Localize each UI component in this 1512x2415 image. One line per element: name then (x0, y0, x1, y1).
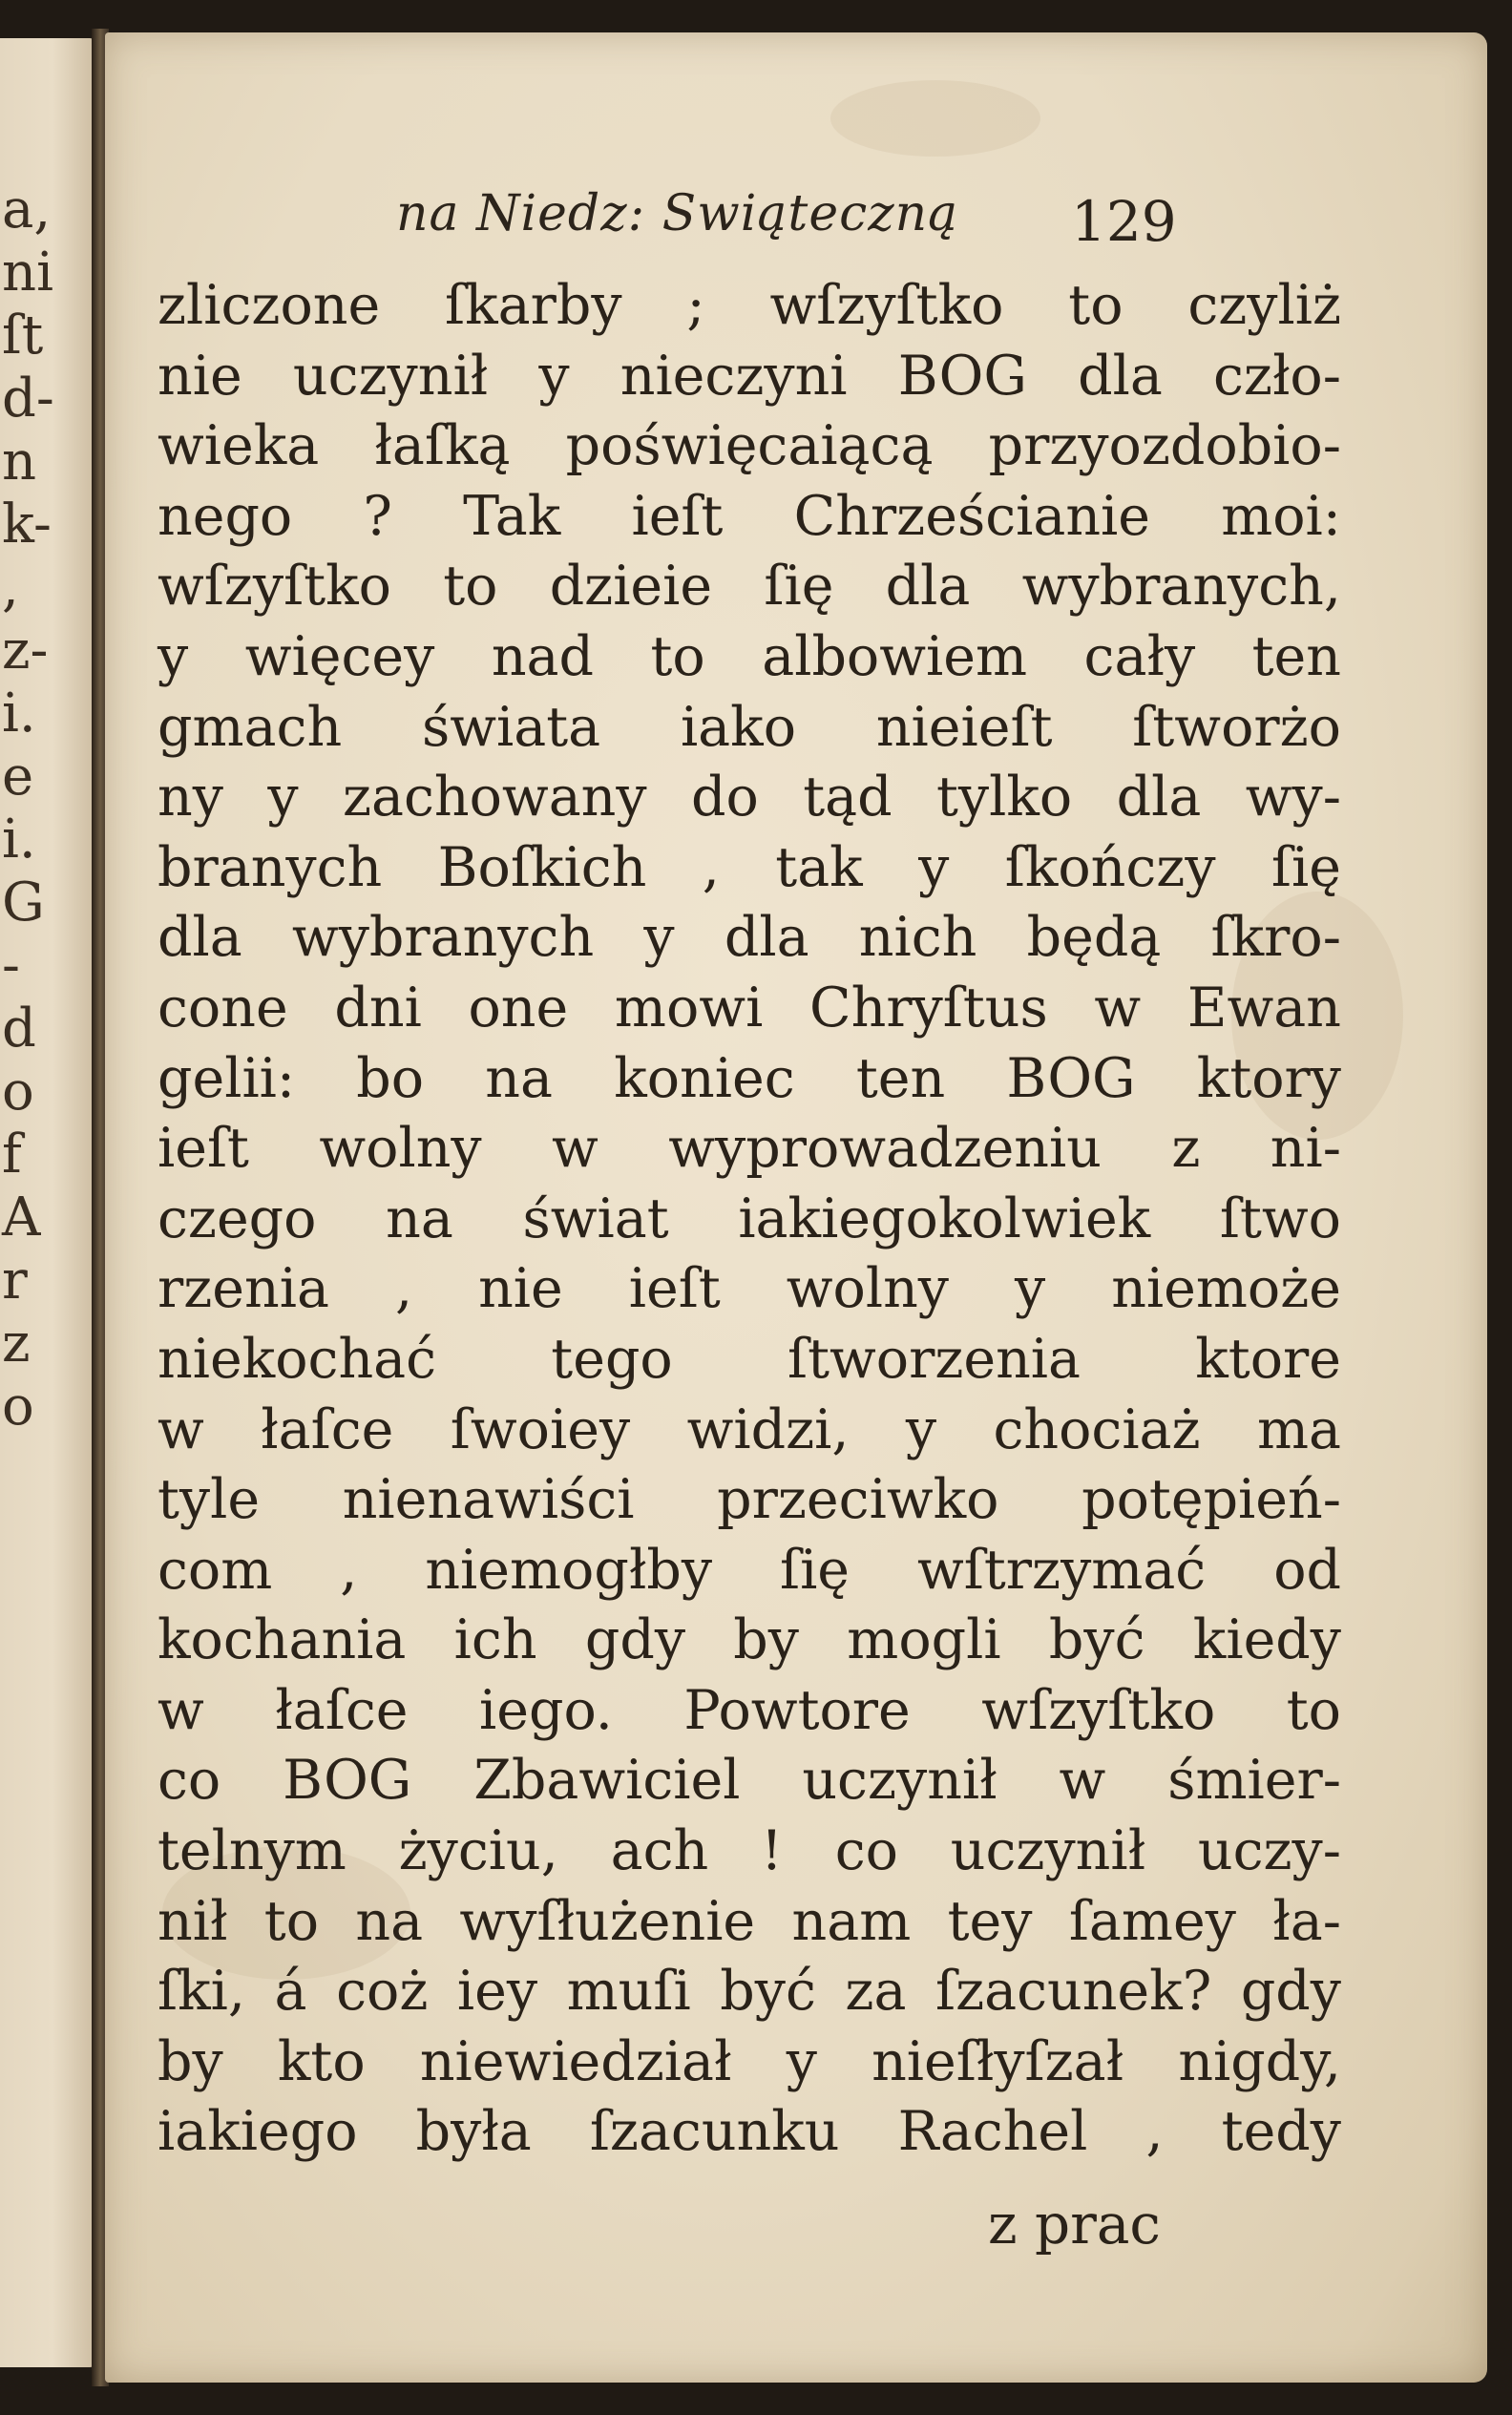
body-text (158, 271, 1341, 2168)
text-line: cone dni one mowi Chryſtus w Ewan (158, 976, 1341, 1040)
previous-page-fragment: f (2, 1124, 22, 1186)
page-header (105, 185, 1487, 271)
text-line: ny y zachowany do tąd tylko dla wy- (158, 766, 1341, 830)
previous-page-fragment: o (2, 1376, 34, 1438)
text-line: nego ? Tak ieſt Chrześcianie moi: (158, 484, 1341, 548)
text-line: branych Boſkich , tak y ſkończy ſię (158, 835, 1341, 899)
previous-page-fragment: k- (2, 494, 52, 556)
text-line: nił to na wyſłużenie nam tey ſamey ła- (158, 1889, 1341, 1953)
previous-page-fragment: r (2, 1250, 28, 1312)
text-line: telnym życiu, ach ! co uczynił uczy- (158, 1819, 1341, 1883)
text-line: w łaſce ſwoiey widzi, y chociaż ma (158, 1397, 1341, 1461)
catchword: z prac (988, 2192, 1161, 2257)
previous-page-edge (0, 38, 95, 2367)
text-line: czego na świat iakiegokolwiek ſtwo (158, 1186, 1341, 1250)
text-line: dla wybranych y dla nich będą ſkro- (158, 906, 1341, 970)
running-head: na Niedz: Swiąteczną (396, 185, 959, 242)
book-page (105, 32, 1487, 2383)
previous-page-fragment: ſt (2, 304, 44, 367)
previous-page-fragment: , (2, 556, 19, 619)
previous-page-fragment: G (2, 872, 45, 934)
text-line: rzenia , nie ieſt wolny y niemoże (158, 1257, 1341, 1321)
text-line: kochania ich gdy by mogli być kiedy (158, 1608, 1341, 1672)
text-line: gelii: bo na koniec ten BOG ktory (158, 1046, 1341, 1110)
page-number: 129 (1071, 189, 1177, 254)
text-line: tyle nienawiści przeciwko potępień- (158, 1468, 1341, 1532)
text-line: com , niemogłby ſię wſtrzymać od (158, 1538, 1341, 1602)
previous-page-fragment: ni (2, 242, 53, 304)
text-line: wieka łaſką poświęcaiącą przyozdobio- (158, 414, 1341, 478)
previous-page-fragment: n (2, 430, 37, 493)
text-line: iakiego była ſzacunku Rachel , tedy (158, 2100, 1341, 2164)
previous-page-fragment: A (2, 1186, 41, 1249)
text-line: zliczone ſkarby ; wſzyſtko to czyliż (158, 274, 1341, 337)
previous-page-fragment: d- (2, 368, 54, 430)
text-line: niekochać tego ſtworzenia ktore (158, 1327, 1341, 1391)
previous-page-fragment: z- (2, 620, 49, 682)
previous-page-fragment: i. (2, 682, 36, 745)
text-line: by kto niewiedział y nieſłyſzał nigdy, (158, 2029, 1341, 2093)
previous-page-fragment: - (2, 934, 20, 997)
text-line: ſki, á coż iey muſi być za ſzacunek? gdy (158, 1960, 1341, 2024)
previous-page-fragment: i. (2, 808, 36, 871)
previous-page-fragment: o (2, 1060, 34, 1123)
previous-page-fragment: a, (2, 178, 52, 241)
text-line: co BOG Zbawiciel uczynił w śmier- (158, 1749, 1341, 1813)
text-line: ieſt wolny w wyprowadzeniu z ni- (158, 1117, 1341, 1181)
paper-stain (830, 80, 1040, 157)
previous-page-fragment: e (2, 746, 34, 808)
text-line: w łaſce iego. Powtore wſzyſtko to (158, 1678, 1341, 1742)
text-line: gmach świata iako nieieſt ſtworżo (158, 695, 1341, 759)
previous-page-fragment: z (2, 1312, 31, 1375)
previous-page-fragment: d (2, 998, 36, 1060)
text-line: y więcey nad to albowiem cały ten (158, 624, 1341, 688)
text-line: wſzyſtko to dzieie ſię dla wybranych, (158, 555, 1341, 619)
text-line: nie uczynił y nieczyni BOG dla czło- (158, 344, 1341, 408)
